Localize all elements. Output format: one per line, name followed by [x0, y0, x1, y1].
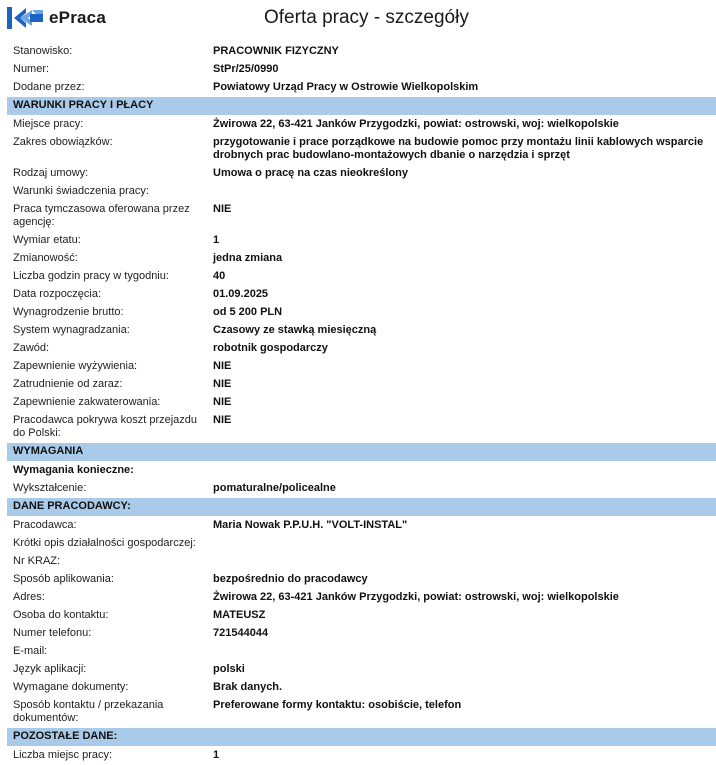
detail-row	[7, 535, 716, 553]
offer-details	[7, 43, 716, 765]
field-label: Wymagane dokumenty:	[13, 681, 129, 693]
detail-row	[7, 134, 716, 165]
app-logo[interactable]	[6, 6, 106, 30]
field-value: Preferowane formy kontaktu: osobiście, telefon	[213, 699, 462, 711]
section-header-pracodawca: DANE PRACODAWCY:	[7, 498, 716, 516]
field-value: 40	[213, 270, 226, 282]
detail-row	[7, 358, 716, 376]
field-value: Żwirowa 22, 63-421 Janków Przygodzki, powiat: ostrowski, woj: wielkopolskie	[213, 591, 619, 603]
detail-row	[7, 697, 716, 728]
section-header-warunki: WARUNKI PRACY I PŁACY	[7, 97, 716, 115]
logo-text: ePraca	[49, 8, 106, 27]
detail-row	[7, 201, 716, 232]
field-label: Miejsce pracy:	[13, 118, 84, 130]
detail-row	[7, 286, 716, 304]
field-value: przygotowanie i prace porządkowe na budowie pomoc przy montażu linii kablowych wsparcie drobnych prac budowlano-montażowych dbanie o narzędzia i sprzęt	[213, 136, 704, 161]
field-label: Rodzaj umowy:	[13, 167, 89, 179]
field-label: Numer telefonu:	[13, 627, 92, 639]
section-header-pozostale: POZOSTAŁE DANE:	[7, 728, 716, 746]
field-value: Żwirowa 22, 63-421 Janków Przygodzki, powiat: ostrowski, woj: wielkopolskie	[213, 118, 619, 130]
field-value: 1	[213, 749, 220, 761]
field-value: NIE	[213, 414, 232, 426]
detail-row	[7, 232, 716, 250]
field-value: NIE	[213, 378, 232, 390]
field-label: Warunki świadczenia pracy:	[13, 185, 149, 197]
field-label: Język aplikacji:	[13, 663, 87, 675]
detail-row	[7, 679, 716, 697]
section-pozostale	[7, 747, 716, 765]
detail-row	[7, 250, 716, 268]
field-value: 1	[213, 234, 220, 246]
detail-row	[7, 268, 716, 286]
field-label: Stanowisko:	[13, 45, 73, 57]
field-value: Powiatowy Urząd Pracy w Ostrowie Wielkopolskim	[213, 81, 479, 93]
detail-row	[7, 304, 716, 322]
field-label: E-mail:	[13, 645, 48, 657]
page-title: Oferta pracy - szczegóły	[264, 7, 469, 28]
field-value: jedna zmiana	[213, 252, 283, 264]
field-label: Pracodawca:	[13, 519, 77, 531]
detail-row	[7, 517, 716, 535]
field-label: Liczba miejsc pracy:	[13, 749, 113, 761]
field-label: Dodane przez:	[13, 81, 85, 93]
detail-row	[7, 165, 716, 183]
field-label: Data rozpoczęcia:	[13, 288, 102, 300]
detail-row	[7, 625, 716, 643]
detail-row	[7, 183, 716, 201]
field-label: Osoba do kontaktu:	[13, 609, 109, 621]
detail-row	[7, 480, 716, 498]
field-value: od 5 200 PLN	[213, 306, 283, 318]
field-value: NIE	[213, 360, 232, 372]
field-value: NIE	[213, 396, 232, 408]
field-value: Maria Nowak P.P.U.H. "VOLT-INSTAL"	[213, 519, 408, 531]
detail-row	[7, 643, 716, 661]
detail-row	[7, 79, 716, 97]
field-label: Wynagrodzenie brutto:	[13, 306, 124, 318]
field-label: Zmianowość:	[13, 252, 78, 264]
section-wymagania	[7, 480, 716, 498]
detail-row	[7, 61, 716, 79]
field-label: Zawód:	[13, 342, 50, 354]
section-pracodawca	[7, 517, 716, 728]
field-value: pomaturalne/policealne	[213, 482, 336, 494]
field-label: Adres:	[13, 591, 45, 603]
offer-summary	[7, 43, 716, 97]
field-label: Numer:	[13, 63, 50, 75]
field-label: Krótki opis działalności gospodarczej:	[13, 537, 196, 549]
field-label: Wykształcenie:	[13, 482, 87, 494]
field-value: polski	[213, 663, 245, 675]
field-label: Praca tymczasowa oferowana przez agencję:	[13, 203, 190, 228]
detail-row	[7, 394, 716, 412]
field-label: System wynagradzania:	[13, 324, 130, 336]
detail-row	[7, 661, 716, 679]
detail-row	[7, 322, 716, 340]
section-warunki	[7, 116, 716, 443]
field-label: Liczba godzin pracy w tygodniu:	[13, 270, 169, 282]
section-header-wymagania: WYMAGANIA	[7, 443, 716, 461]
field-label: Sposób kontaktu / przekazania dokumentów:	[13, 699, 164, 724]
detail-row	[7, 607, 716, 625]
detail-row	[7, 376, 716, 394]
field-value: PRACOWNIK FIZYCZNY	[213, 45, 339, 57]
detail-row	[7, 553, 716, 571]
field-value: Czasowy ze stawką miesięczną	[213, 324, 377, 336]
detail-row	[7, 412, 716, 443]
field-label: Pracodawca pokrywa koszt przejazdu do Polski:	[13, 414, 198, 439]
epraca-logo-icon	[6, 6, 44, 30]
field-value: Umowa o pracę na czas nieokreślony	[213, 167, 409, 179]
detail-row	[7, 116, 716, 134]
field-label: Zatrudnienie od zaraz:	[13, 378, 123, 390]
field-value: 01.09.2025	[213, 288, 269, 300]
field-value: MATEUSZ	[213, 609, 266, 621]
detail-row	[7, 43, 716, 61]
detail-row	[7, 589, 716, 607]
field-value: StPr/25/0990	[213, 63, 279, 75]
field-value: bezpośrednio do pracodawcy	[213, 573, 368, 585]
field-value: 721544044	[213, 627, 269, 639]
field-label: Zapewnienie wyżywienia:	[13, 360, 138, 372]
field-label: Zakres obowiązków:	[13, 136, 113, 148]
field-label: Zapewnienie zakwaterowania:	[13, 396, 161, 408]
field-value: robotnik gospodarczy	[213, 342, 328, 354]
field-label: Nr KRAZ:	[13, 555, 61, 567]
page-header	[0, 0, 716, 38]
detail-row	[7, 747, 716, 765]
detail-row	[7, 571, 716, 589]
field-value: Brak danych.	[213, 681, 283, 693]
field-label: Sposób aplikowania:	[13, 573, 114, 585]
field-label: Wymiar etatu:	[13, 234, 81, 246]
detail-row	[7, 340, 716, 358]
field-value: NIE	[213, 203, 232, 215]
requirements-subheader: Wymagania konieczne:	[13, 464, 134, 476]
